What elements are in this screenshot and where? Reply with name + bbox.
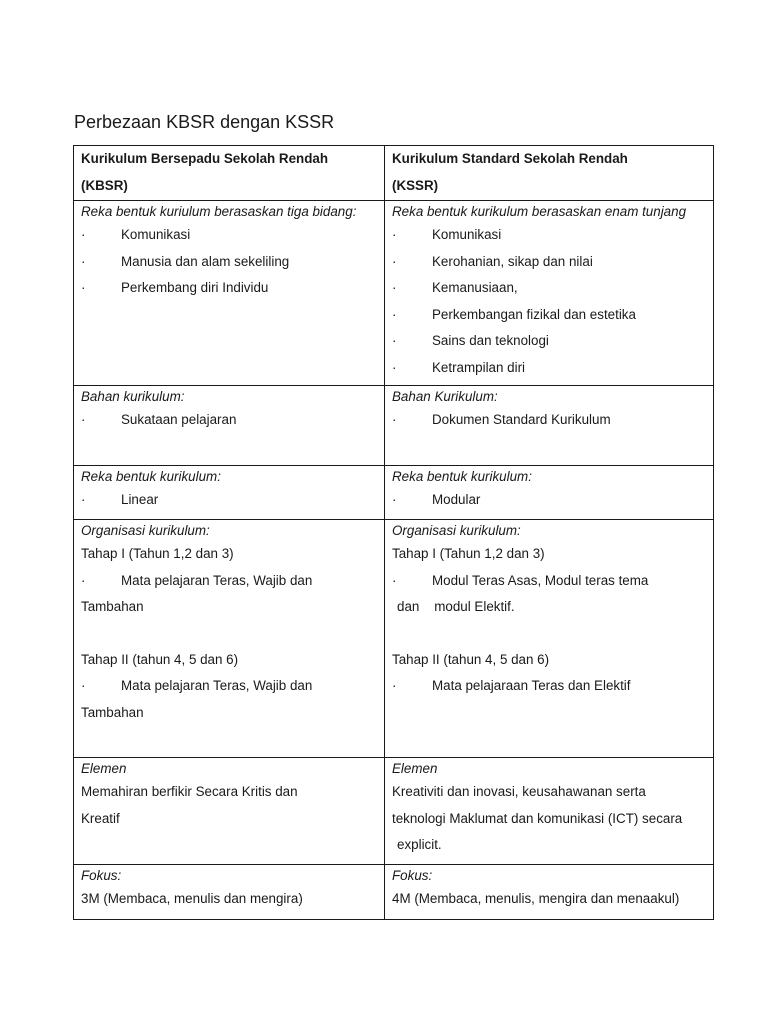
table-row [74,466,714,520]
bullet: · [392,280,397,295]
list-item [81,487,378,514]
header-kssr-name: Kurikulum Standard Sekolah Rendah [392,151,628,166]
bullet: · [392,678,397,693]
bullet: · [81,572,86,588]
list-item-continuation: Tambahan [81,704,144,720]
list-item [392,355,707,382]
list-item-text: Sains dan teknologi [432,333,549,348]
row-label: Reka bentuk kurikulum berasaskan enam tunjang [392,204,687,219]
list-item-text: Ketrampilan diri [432,359,526,375]
table-row [74,201,714,386]
bullet: · [81,492,86,507]
cell-kssr-organisasi [385,520,714,758]
cell-kssr-elemen [385,758,714,865]
list-item [81,249,378,276]
cell-kbsr-bahan [74,386,385,466]
list-item-text: Mata pelajaran Teras, Wajib dan [121,572,313,588]
bullet: · [81,227,86,242]
bullet: · [392,333,397,348]
cell-kbsr-elemen [74,758,385,865]
list-item-text: Kerohanian, sikap dan nilai [432,253,593,269]
cell-kssr-fokus [385,865,714,920]
list-item [392,487,707,514]
comparison-table [73,145,714,920]
list-item-text: Modular [432,492,481,507]
fokus-text: 4M (Membaca, menulis, mengira dan menaakul) [392,891,680,906]
cell-kbsr-reka-bentuk [74,466,385,520]
elemen-text: Kreativiti dan inovasi, keusahawanan serta [392,784,646,799]
tahap-heading: Tahap II (tahun 4, 5 dan 6) [392,651,550,667]
cell-kssr-reka-bentuk [385,466,714,520]
row-label: Elemen [392,761,438,776]
row-label: Bahan Kurikulum: [392,389,498,404]
row-label: Fokus: [81,868,122,883]
list-item [81,222,378,249]
list-item-text: Manusia dan alam sekeliling [121,253,290,269]
list-item-text: Linear [121,492,159,507]
list-item-text: Perkembang diri Individu [121,280,269,295]
header-kbsr-name: Kurikulum Bersepadu Sekolah Rendah [81,151,329,166]
table-header-row [74,146,714,201]
row-label: Fokus: [392,868,433,883]
row-label: Organisasi kurikulum: [81,523,210,538]
row-label: Organisasi kurikulum: [392,523,521,538]
list-item [392,222,707,249]
header-kssr [385,146,714,201]
list-item-text: Komunikasi [432,227,502,242]
list-item [392,568,707,595]
row-label: Bahan kurikulum: [81,389,185,404]
table-row [74,520,714,758]
list-item [392,302,707,329]
list-item [81,568,378,595]
list-item [392,249,707,276]
list-item-text: Mata pelajaraan Teras dan Elektif [432,678,631,693]
tahap-heading: Tahap II (tahun 4, 5 dan 6) [81,651,239,667]
bullet: · [392,572,397,588]
list-item [81,673,378,700]
tahap-heading: Tahap I (Tahun 1,2 dan 3) [81,546,234,561]
elemen-text: explicit. [397,837,442,852]
bullet: · [392,306,397,322]
list-item [81,275,378,302]
table-row [74,758,714,865]
list-item-text: Mata pelajaran Teras, Wajib dan [121,678,313,693]
bullet: · [392,412,397,427]
list-item-text: Perkembangan fizikal dan estetika [432,306,636,322]
row-label: Reka bentuk kurikulum: [81,469,221,484]
bullet: · [392,492,397,507]
bullet: · [81,678,86,693]
bullet: · [392,359,397,375]
list-item [392,407,707,434]
elemen-text: teknologi Maklumat dan komunikasi (ICT) secara [392,810,683,826]
row-label: Reka bentuk kurikulum: [392,469,532,484]
list-item-text: Modul Teras Asas, Modul teras tema [432,572,649,588]
cell-kbsr-reka-bentuk-bidang [74,201,385,386]
table-row [74,865,714,920]
header-kbsr [74,146,385,201]
header-kssr-abbr: (KSSR) [392,177,439,193]
cell-kbsr-fokus [74,865,385,920]
page-title: Perbezaan KBSR dengan KSSR [74,112,335,132]
cell-kbsr-organisasi [74,520,385,758]
bullet: · [81,280,86,295]
elemen-text: Memahiran berfikir Secara Kritis dan [81,784,298,799]
list-item [81,407,378,434]
tahap-heading: Tahap I (Tahun 1,2 dan 3) [392,546,545,561]
header-kbsr-abbr: (KBSR) [81,177,128,193]
fokus-text: 3M (Membaca, menulis dan mengira) [81,891,303,906]
elemen-text: Kreatif [81,810,120,826]
row-label: Elemen [81,761,127,776]
cell-kssr-bahan [385,386,714,466]
list-item-text: Sukataan pelajaran [121,412,237,427]
list-item-continuation: dan modul Elektif. [397,599,515,614]
bullet: · [81,412,86,427]
list-item-text: Kemanusiaan, [432,280,518,295]
list-item-text: Komunikasi [121,227,191,242]
list-item [392,673,707,700]
list-item [392,328,707,355]
bullet: · [81,253,86,269]
list-item-continuation: Tambahan [81,599,144,614]
bullet: · [392,227,397,242]
row-label: Reka bentuk kuriulum berasaskan tiga bidang: [81,204,357,219]
table-row [74,386,714,466]
list-item [392,275,707,302]
cell-kssr-reka-bentuk-tunjang [385,201,714,386]
list-item-text: Dokumen Standard Kurikulum [432,412,611,427]
bullet: · [392,253,397,269]
